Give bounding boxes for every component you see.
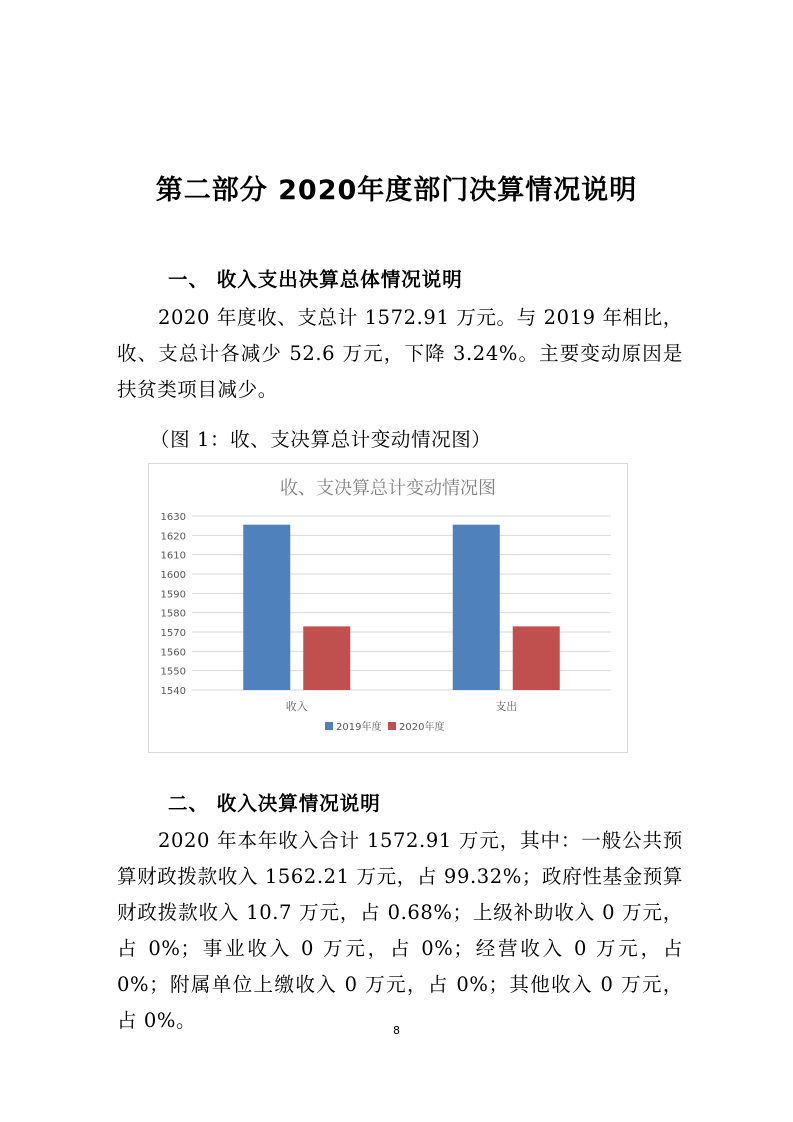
bar-1-2 xyxy=(453,525,500,690)
page-number: 8 xyxy=(393,1024,400,1037)
y-tick-label: 1580 xyxy=(160,608,186,620)
bar-2-1 xyxy=(303,626,350,690)
chart-title: 收、支决算总计变动情况图 xyxy=(280,478,496,499)
legend-label: 2020年度 xyxy=(399,722,445,733)
y-tick-label: 1630 xyxy=(160,512,186,523)
bar-1-1 xyxy=(243,525,290,690)
y-tick-label: 1590 xyxy=(160,589,186,601)
chart-container xyxy=(148,463,628,753)
figure-caption: （图 1：收、支决算总计变动情况图） xyxy=(150,428,492,451)
y-tick-label: 1600 xyxy=(160,570,186,581)
y-tick-label: 1550 xyxy=(160,666,186,678)
page-title: 第二部分 2020年度部门决算情况说明 xyxy=(155,175,638,206)
legend-swatch xyxy=(325,722,333,730)
legend-label: 2019年度 xyxy=(336,722,382,733)
section-paragraph-1: 2020 年度收、支总计 1572.91 万元。与 2019 年相比，收、支总计各减少 52.6 万元，下降 3.24%。主要变动原因是扶贫类项目减少。 xyxy=(117,306,683,401)
bar-2-2 xyxy=(513,626,560,690)
section-paragraph-2: 2020 年本年收入合计 1572.91 万元，其中：一般公共预算财政拨款收入 1562.21 万元，占 99.32%；政府性基金预算财政拨款收入 10.7 万元，占 0.68%；上级补助收入 0 万元，占 0%；事业收入 0 万元，占 0%；经营收入 0 万元，占 0%；附属单位上缴收入 0 万元，占 0%；其他收入 0 万元，占 0%。 xyxy=(117,829,683,1032)
y-tick-label: 1560 xyxy=(160,647,186,659)
y-tick-label: 1540 xyxy=(160,686,186,697)
y-tick-label: 1570 xyxy=(160,628,186,639)
bar-chart xyxy=(149,464,627,752)
x-tick-label: 收入 xyxy=(285,700,308,713)
legend-swatch xyxy=(388,722,396,730)
section-heading-2: 二、 收入决算情况说明 xyxy=(168,792,381,815)
x-tick-label: 支出 xyxy=(495,700,518,713)
section-heading-1: 一、 收入支出决算总体情况说明 xyxy=(168,268,463,291)
y-tick-label: 1620 xyxy=(160,531,186,543)
y-tick-label: 1610 xyxy=(160,550,186,562)
